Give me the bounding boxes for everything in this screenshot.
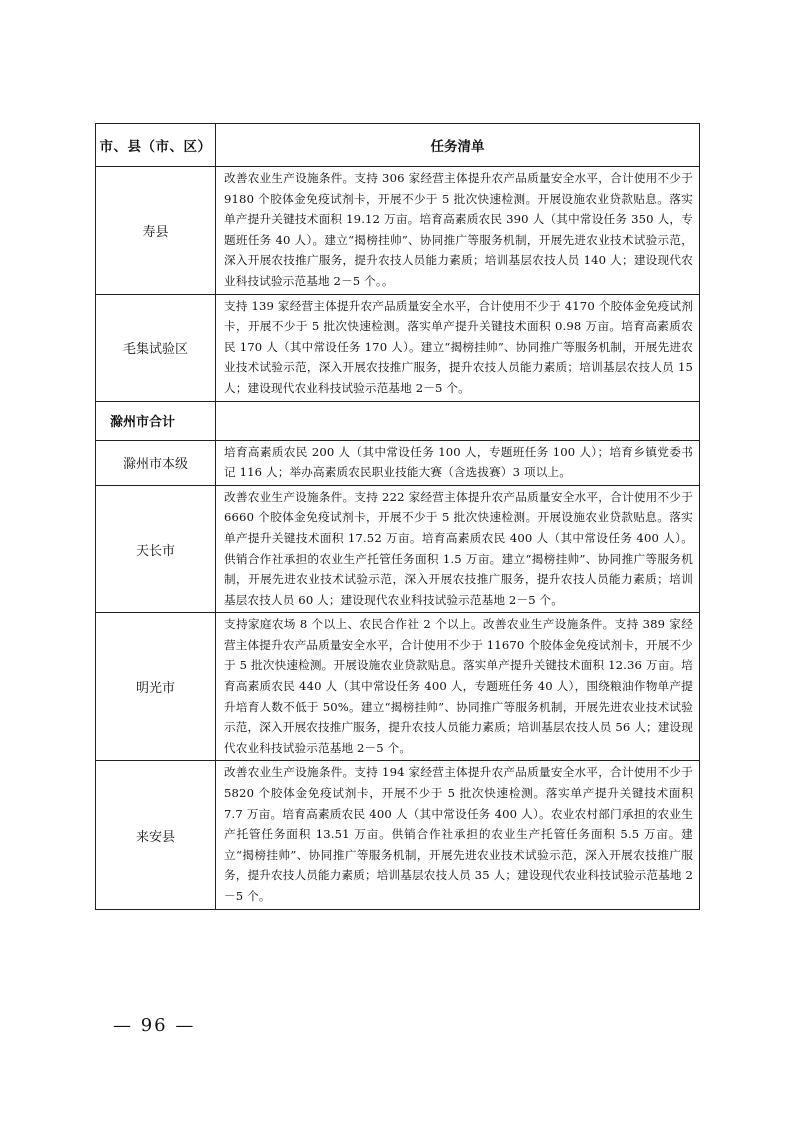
header-tasks: 任务清单 bbox=[216, 124, 700, 167]
region-cell: 来安县 bbox=[96, 761, 216, 909]
task-cell: 支持家庭农场 8 个以上、农民合作社 2 个以上。改善农业生产设施条件。支持 389 家经营主体提升农产品质量安全水平，合计使用不少于 11670 个胶体金免疫试剂卡，开展不少于 5 批次快速检测。开展设施农业贷款贴息。落实单产提升关键技术面积 12.36 万亩。培育高素质农民 440 人（其中常设任务 400 人，专题班任务 40 人），围绕粮油作物单产提升培育人数不低于 50%。建立“揭榜挂帅”、协同推广等服务机制，开展先进农业技术试验示范，深入开展农技推广服务，提升农技人员能力素质；培训基层农技人员 56 人；建设现代农业科技试验示范基地 2－5 个。 bbox=[216, 613, 700, 761]
header-region: 市、县（市、区） bbox=[96, 124, 216, 167]
table-row bbox=[96, 761, 700, 909]
region-cell: 天长市 bbox=[96, 485, 216, 613]
task-cell: 培育高素质农民 200 人（其中常设任务 100 人，专题班任务 100 人）；培育乡镇党委书记 116 人；举办高素质农民职业技能大赛（含选拔赛）3 项以上。 bbox=[216, 440, 700, 485]
table-header-row bbox=[96, 124, 700, 167]
region-total-cell: 滁州市合计 bbox=[96, 401, 216, 440]
page-number: — 96 — bbox=[113, 1015, 196, 1036]
table-row bbox=[96, 613, 700, 761]
task-cell: 改善农业生产设施条件。支持 194 家经营主体提升农产品质量安全水平，合计使用不少于 5820 个胶体金免疫试剂卡，开展不少于 5 批次快速检测。落实单产提升关键技术面积 7.7 万亩。培育高素质农民 400 人（其中常设任务 400 人）。农业农村部门承担的农业生产托管任务面积 13.51 万亩。供销合作社承担的农业生产托管任务面积 5.5 万亩。建立“揭榜挂帅”、协同推广等服务机制，开展先进农业技术试验示范，深入开展农技推广服务，提升农技人员能力素质；培训基层农技人员 35 人；建设现代农业科技试验示范基地 2－5 个。 bbox=[216, 761, 700, 909]
task-cell-empty bbox=[216, 401, 700, 440]
table-row bbox=[96, 485, 700, 613]
table-row bbox=[96, 294, 700, 401]
task-cell: 改善农业生产设施条件。支持 306 家经营主体提升农产品质量安全水平，合计使用不少于 9180 个胶体金免疫试剂卡，开展不少于 5 批次快速检测。开展设施农业贷款贴息。落实单产提升关键技术面积 19.12 万亩。培育高素质农民 390 人（其中常设任务 350 人，专题班任务 40 人）。建立“揭榜挂帅”、协同推广等服务机制，开展先进农业技术试验示范，深入开展农技推广服务，提升农技人员能力素质；培训基层农技人员 140 人；建设现代农业科技试验示范基地 2－5 个。。 bbox=[216, 167, 700, 295]
region-cell: 寿县 bbox=[96, 167, 216, 295]
region-cell: 明光市 bbox=[96, 613, 216, 761]
task-cell: 改善农业生产设施条件。支持 222 家经营主体提升农产品质量安全水平，合计使用不少于 6660 个胶体金免疫试剂卡，开展不少于 5 批次快速检测。开展设施农业贷款贴息。落实单产提升关键技术面积 17.52 万亩。培育高素质农民 400 人（其中常设任务 400 人）。供销合作社承担的农业生产托管任务面积 1.5 万亩。建立“揭榜挂帅”、协同推广等服务机制，开展先进农业技术试验示范，深入开展农技推广服务，提升农技人员能力素质；培训基层农技人员 60 人；建设现代农业科技试验示范基地 2－5 个。 bbox=[216, 485, 700, 613]
table-row bbox=[96, 440, 700, 485]
subtotal-row bbox=[96, 401, 700, 440]
table-row bbox=[96, 167, 700, 295]
task-list-table bbox=[95, 123, 700, 910]
task-cell: 支持 139 家经营主体提升农产品质量安全水平，合计使用不少于 4170 个胶体金免疫试剂卡，开展不少于 5 批次快速检测。落实单产提升关键技术面积 0.98 万亩。培育高素质农民 170 人（其中常设任务 170 人）。建立“揭榜挂帅”、协同推广等服务机制，开展先进农业技术试验示范，深入开展农技推广服务，提升农技人员能力素质；培训基层农技人员 15 人；建设现代农业科技试验示范基地 2－5 个。 bbox=[216, 294, 700, 401]
region-cell: 滁州市本级 bbox=[96, 440, 216, 485]
region-cell: 毛集试验区 bbox=[96, 294, 216, 401]
